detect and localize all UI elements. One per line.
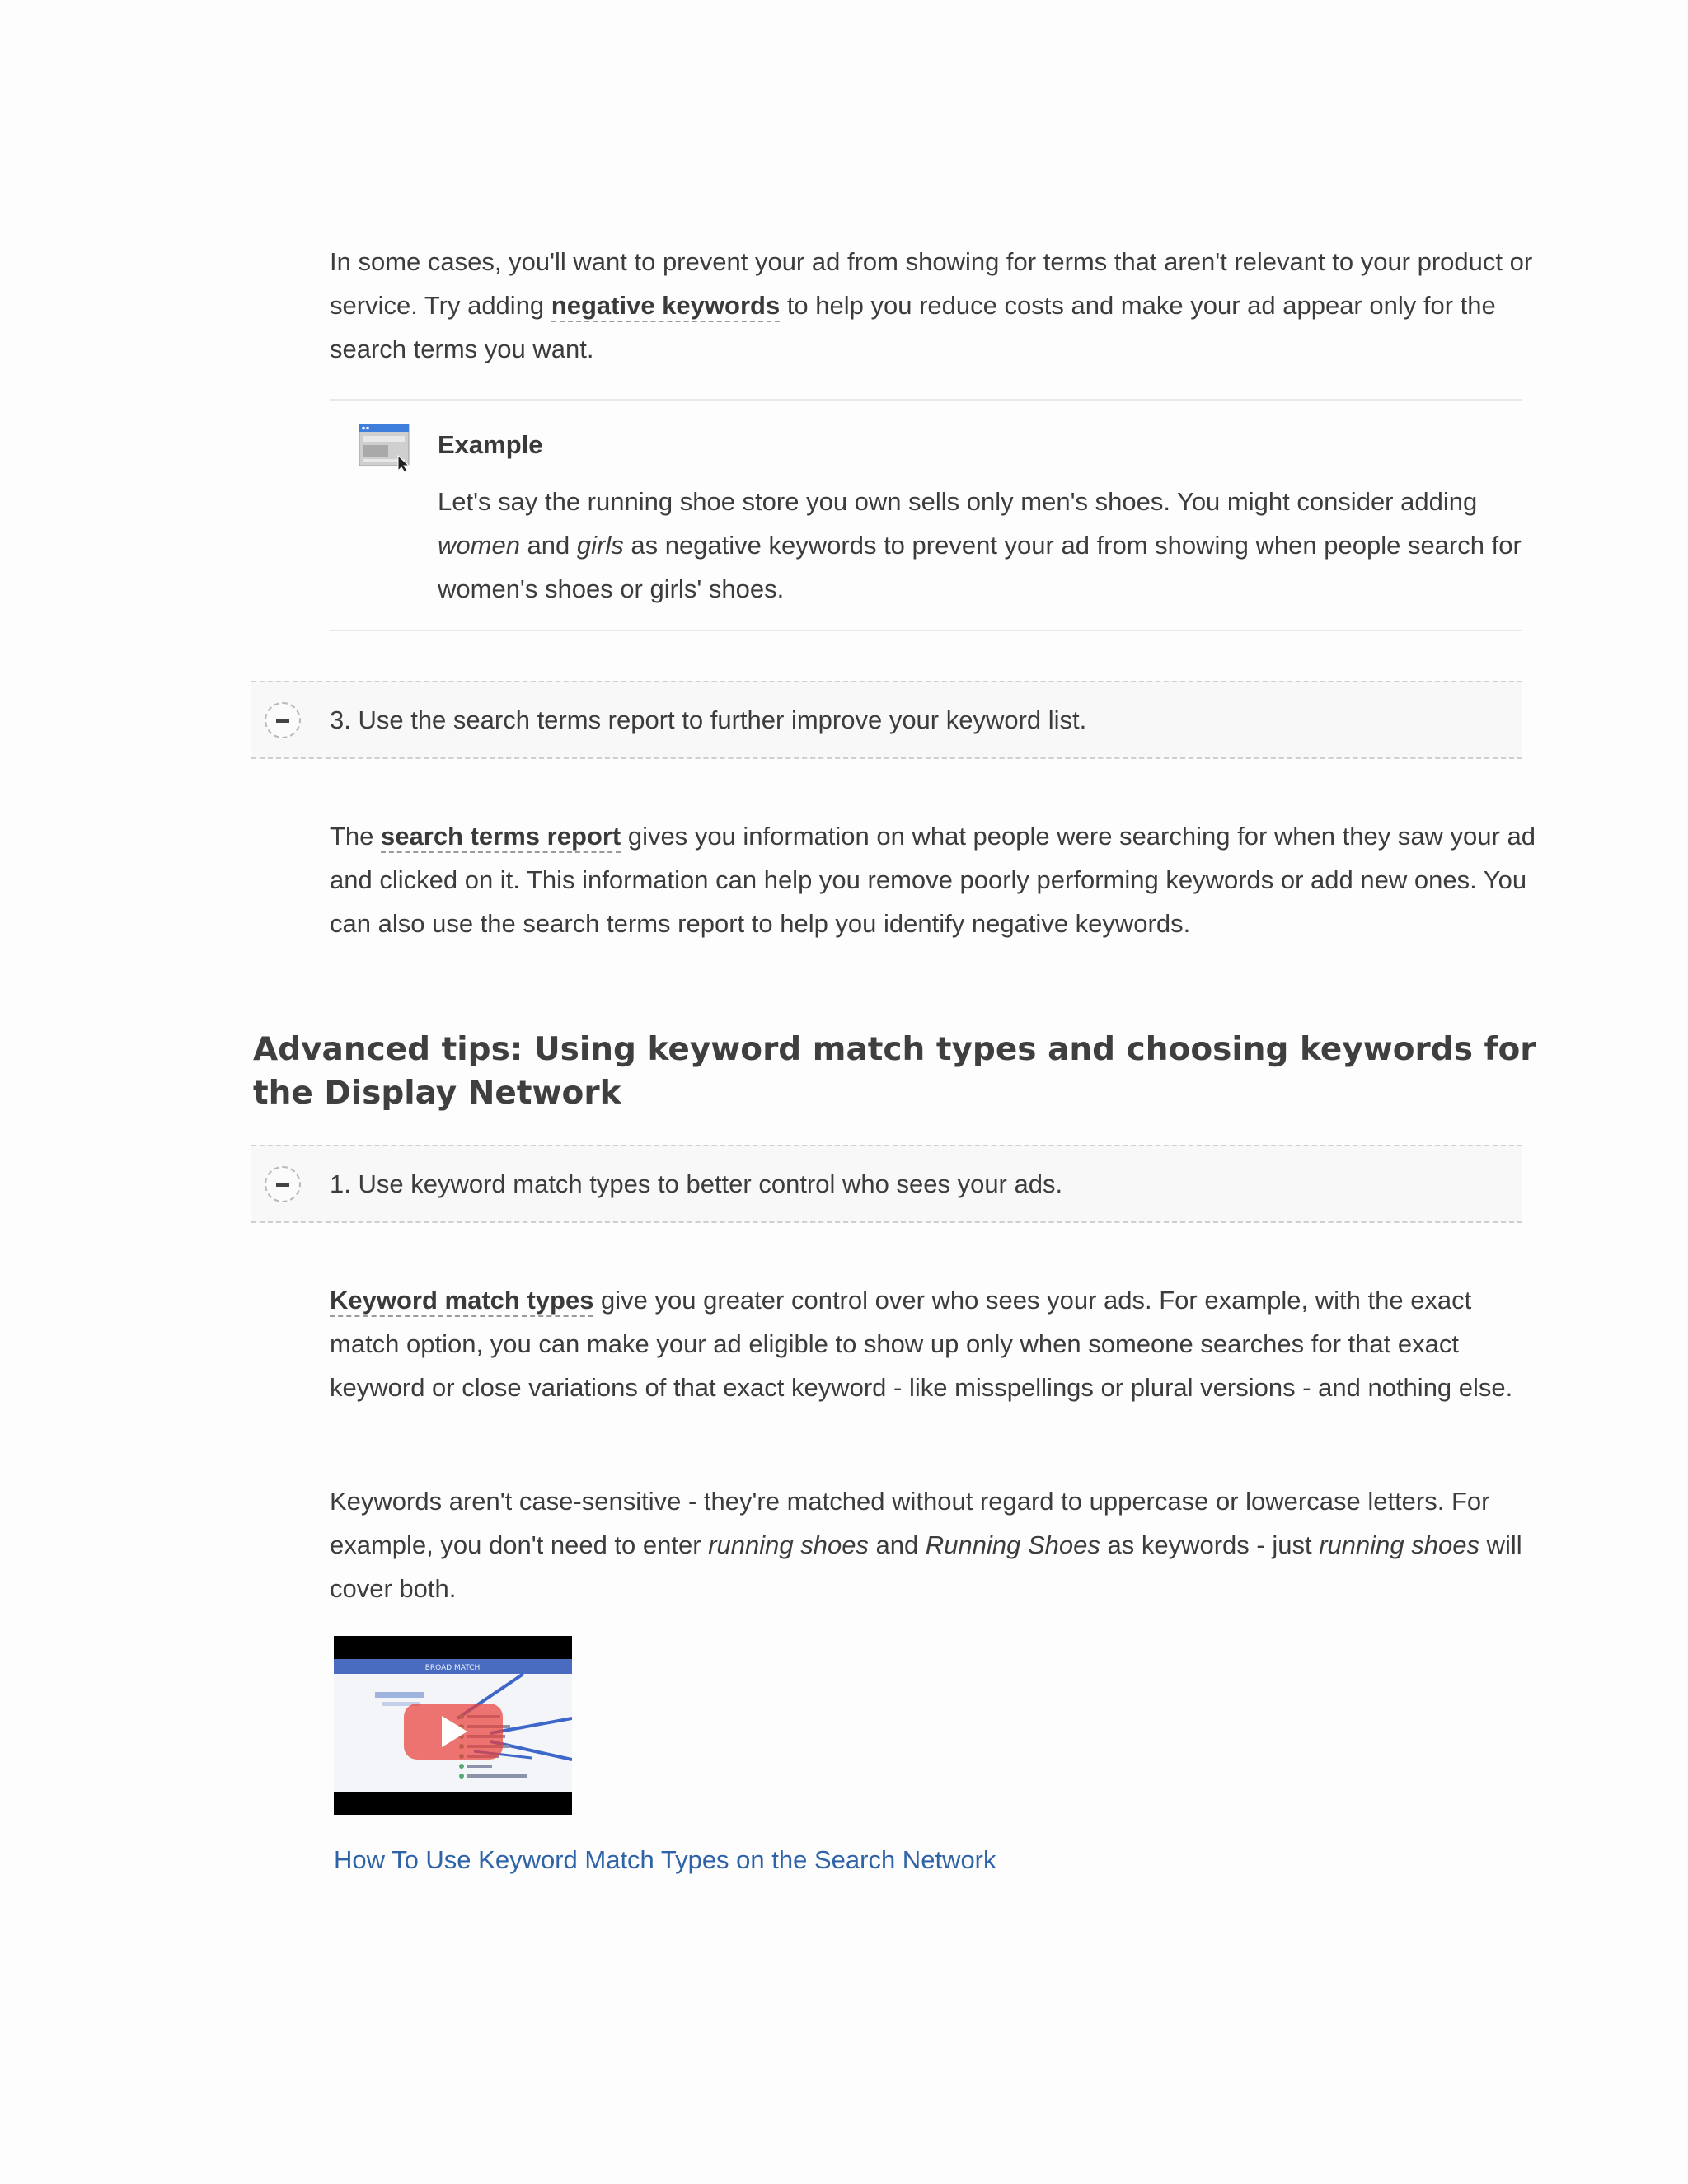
example-paragraph: Let's say the running shoe store you own sells only men's shoes. You might consider adding women and girls as negative keywords to prevent your ad from showing when people search for women's shoes or girls' shoes. — [438, 487, 1522, 603]
video-title-link[interactable]: How To Use Keyword Match Types on the Search Network — [334, 1845, 996, 1874]
example-title: Example — [438, 430, 543, 459]
search-terms-paragraph: The search terms report gives you information on what people were searching for when they saw your ad and clicked on it. This information can help you remove poorly performing keywords or add new ones. You can also use the search terms report to help you identify negative keywords. — [330, 822, 1536, 938]
advanced-tips-heading: Advanced tips: Using keyword match types and choosing keywords for the Display Network — [253, 1031, 1536, 1112]
match-types-paragraph: Keyword match types give you greater control over who sees your ads. For example, with the exact match option, you can make your ad eligible to show up only when someone searches for that exact keyword or close variations of that exact keyword - like misspellings or plural versions - and nothing else. — [330, 1286, 1513, 1402]
accordion-label: 3. Use the search terms report to further improve your keyword list. — [330, 705, 1087, 734]
accordion-search-terms-report[interactable] — [251, 681, 1522, 759]
collapse-icon[interactable] — [265, 702, 301, 738]
accordion-match-types[interactable] — [251, 1145, 1522, 1223]
thumbnail-title: BROAD MATCH — [424, 1664, 481, 1672]
negative-keywords-link[interactable]: negative keywords — [551, 291, 780, 322]
accordion-label: 1. Use keyword match types to better control who sees your ads. — [330, 1169, 1063, 1198]
play-icon[interactable] — [404, 1704, 503, 1760]
keyword-match-types-link[interactable]: Keyword match types — [330, 1286, 593, 1317]
search-terms-report-link[interactable]: search terms report — [381, 822, 621, 853]
example-top-divider — [330, 399, 1522, 401]
example-bottom-divider — [330, 630, 1522, 631]
video-thumbnail[interactable] — [334, 1636, 572, 1815]
intro-paragraph: In some cases, you'll want to prevent your ad from showing for terms that aren't relevant to your product or service. Try adding negative keywords to help you reduce costs and make your ad appear only for the search terms you want. — [330, 247, 1533, 363]
case-sensitivity-paragraph: Keywords aren't case-sensitive - they're matched without regard to uppercase or lowercase letters. For example, you don't need to enter running shoes and Running Shoes as keywords - just running shoes will cover both. — [330, 1487, 1522, 1603]
collapse-icon[interactable] — [265, 1166, 301, 1202]
video-frame — [334, 1636, 572, 1815]
browser-window-cursor-icon — [359, 423, 413, 472]
